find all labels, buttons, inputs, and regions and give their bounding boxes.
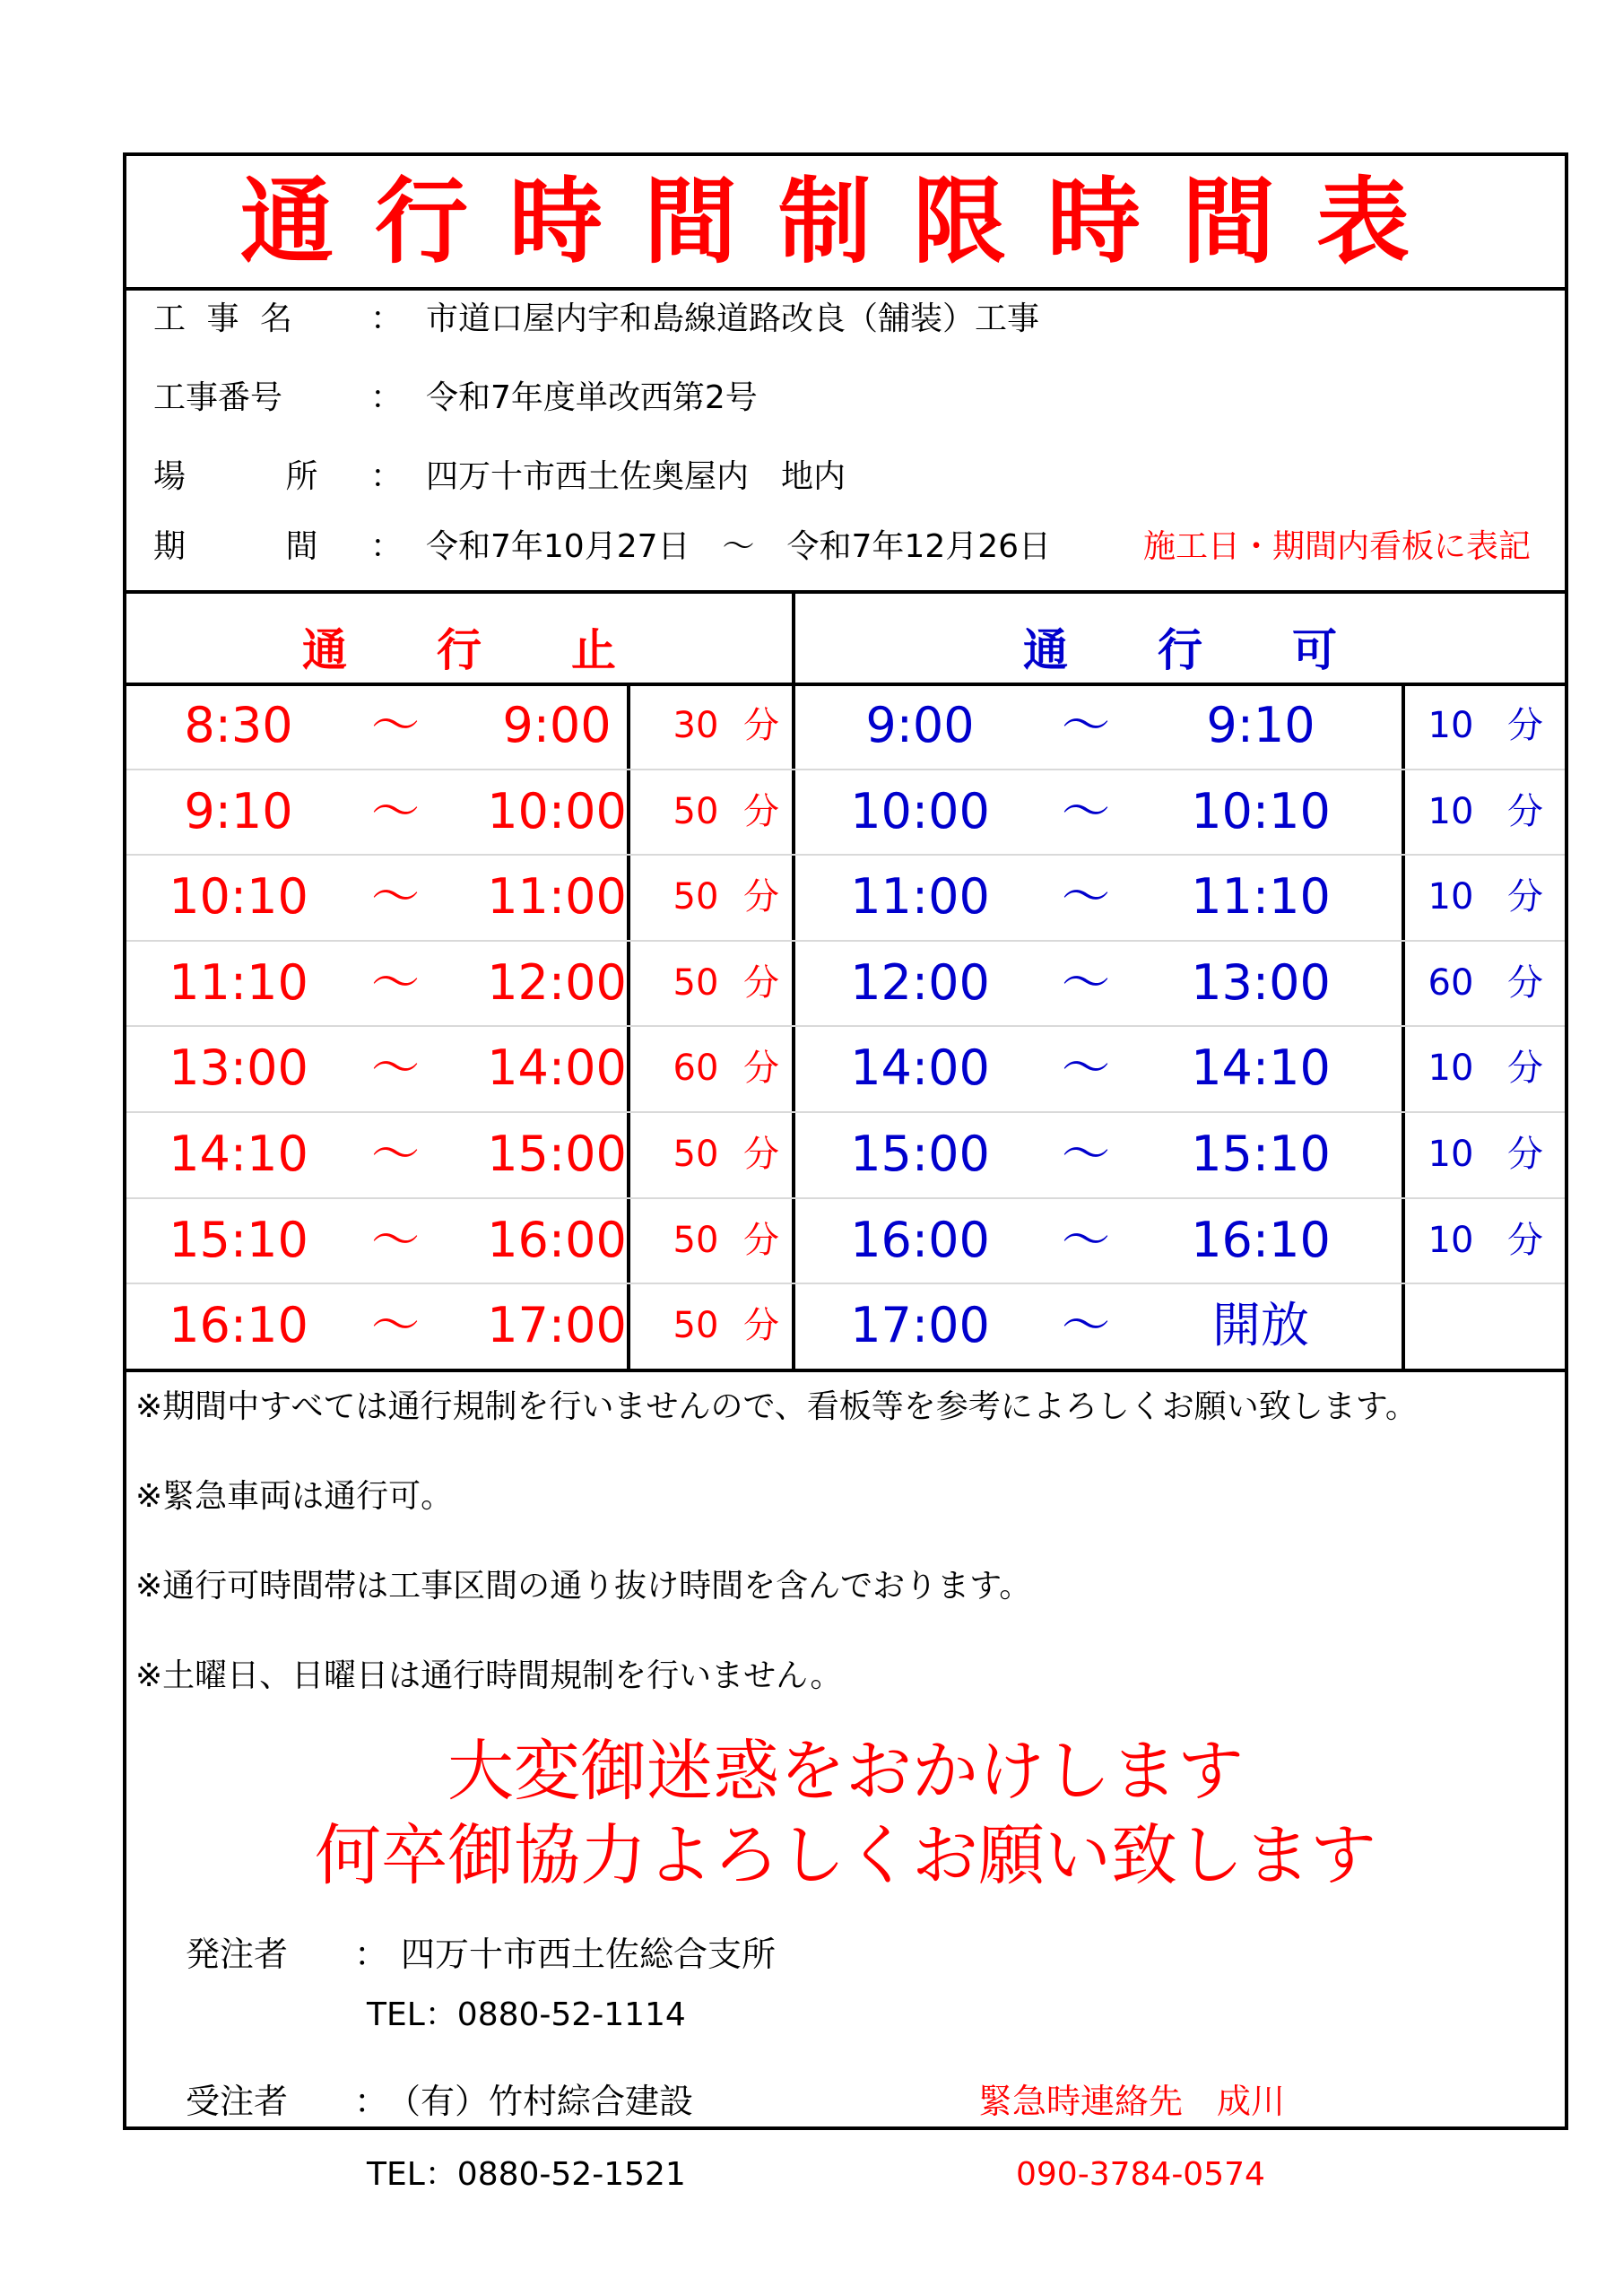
divider xyxy=(126,1369,1565,1372)
open-minutes: 10 xyxy=(1428,705,1474,746)
tilde: ～ xyxy=(371,1211,420,1268)
open-minutes: 60 xyxy=(1428,961,1474,1004)
note-line: ※緊急車両は通行可。 xyxy=(135,1478,454,1515)
closed-start-time: 15:10 xyxy=(169,1211,308,1268)
open-start-time: 16:00 xyxy=(850,1211,990,1268)
open-end-time: 13:00 xyxy=(1191,953,1331,1011)
minute-unit: 分 xyxy=(743,961,779,1004)
orderer-name: 四万十市西土佐総合支所 xyxy=(401,1935,777,1974)
open-start-time: 15:00 xyxy=(850,1126,990,1182)
closed-start-time: 16:10 xyxy=(169,1297,308,1354)
minute-unit: 分 xyxy=(743,1219,779,1261)
open-start-time: 9:00 xyxy=(865,697,975,753)
info-value-period: 令和7年10月27日 ～ 令和7年12月26日 xyxy=(426,528,1052,565)
contractor-label: 受注者 xyxy=(186,2082,289,2121)
info-period-note: 施工日・期間内看板に表記 xyxy=(1143,528,1532,565)
tilde: ～ xyxy=(371,1126,420,1182)
open-minutes: 10 xyxy=(1428,1048,1474,1090)
page-title: 通行時間制限時間表 xyxy=(239,167,1451,276)
minute-unit: 分 xyxy=(1507,705,1543,746)
minute-unit: 分 xyxy=(743,790,779,832)
contractor-name: （有）竹村綜合建設 xyxy=(386,2082,694,2121)
closed-minutes: 30 xyxy=(673,705,719,746)
orderer-tel: TEL：0880-52-1114 xyxy=(367,1996,686,2033)
apology-line: 何卒御協力よろしくお願い致します xyxy=(315,1817,1376,1894)
closed-end-time: 16:00 xyxy=(487,1211,627,1268)
minute-unit: 分 xyxy=(1507,876,1543,918)
open-end-time: 開放 xyxy=(1212,1297,1309,1354)
open-end-time: 16:10 xyxy=(1191,1211,1331,1268)
closed-start-time: 9:10 xyxy=(184,782,293,839)
tilde: ～ xyxy=(371,953,420,1011)
minute-unit: 分 xyxy=(743,1134,779,1175)
closed-end-time: 9:00 xyxy=(502,697,612,753)
open-start-time: 11:00 xyxy=(850,868,990,926)
closed-end-time: 12:00 xyxy=(487,953,627,1011)
closed-start-time: 10:10 xyxy=(169,868,308,926)
minute-unit: 分 xyxy=(1507,1048,1543,1090)
row-separator xyxy=(126,1283,1565,1284)
closed-start-time: 8:30 xyxy=(184,697,293,753)
closed-minutes: 50 xyxy=(673,1134,719,1175)
open-start-time: 14:00 xyxy=(850,1039,990,1097)
minute-unit: 分 xyxy=(743,876,779,918)
tilde: ～ xyxy=(371,782,420,839)
info-colon: ： xyxy=(370,300,404,337)
note-line: ※通行可時間帯は工事区間の通り抜け時間を含んでおります。 xyxy=(135,1568,1032,1605)
closed-minutes: 50 xyxy=(673,961,719,1004)
minute-unit: 分 xyxy=(1507,1134,1543,1175)
info-label-period: 期 間 xyxy=(153,528,363,565)
closed-minutes: 50 xyxy=(673,1305,719,1347)
open-start-time: 17:00 xyxy=(850,1297,990,1354)
row-separator xyxy=(126,1111,1565,1113)
emergency-contact-label: 緊急時連絡先 成川 xyxy=(978,2082,1286,2121)
tilde: ～ xyxy=(1062,953,1110,1011)
minute-unit: 分 xyxy=(743,1305,779,1347)
row-separator xyxy=(126,1025,1565,1027)
closed-end-time: 17:00 xyxy=(487,1297,627,1354)
open-end-time: 15:10 xyxy=(1191,1126,1331,1182)
minute-unit: 分 xyxy=(1507,790,1543,832)
open-minutes: 10 xyxy=(1428,876,1474,918)
tilde: ～ xyxy=(1062,868,1110,926)
tilde: ～ xyxy=(1062,1126,1110,1182)
open-end-time: 10:10 xyxy=(1191,782,1331,839)
info-label-number: 工事番号 xyxy=(153,379,283,416)
open-end-time: 11:10 xyxy=(1191,868,1331,926)
closed-end-time: 10:00 xyxy=(487,782,627,839)
closed-start-time: 14:10 xyxy=(169,1126,308,1182)
minute-unit: 分 xyxy=(743,705,779,746)
info-colon: ： xyxy=(370,458,404,495)
info-label-name: 工 事 名 xyxy=(153,300,298,337)
minute-unit: 分 xyxy=(1507,961,1543,1004)
open-minutes: 10 xyxy=(1428,1219,1474,1261)
contractor-tel: TEL：0880-52-1521 xyxy=(367,2156,686,2193)
open-start-time: 12:00 xyxy=(850,953,990,1011)
closed-minutes: 50 xyxy=(673,790,719,832)
apology-line: 大変御迷惑をおかけします xyxy=(447,1733,1244,1810)
tilde: ～ xyxy=(371,1039,420,1097)
open-end-time: 9:10 xyxy=(1206,697,1315,753)
divider xyxy=(126,590,1565,594)
tilde: ～ xyxy=(1062,697,1110,753)
row-separator xyxy=(126,1197,1565,1199)
closed-minutes: 50 xyxy=(673,1219,719,1261)
tilde: ～ xyxy=(371,1297,420,1354)
notice-sheet xyxy=(123,152,1568,2193)
closed-end-time: 15:00 xyxy=(487,1126,627,1182)
info-value-place: 四万十市西土佐奥屋内 地内 xyxy=(426,458,846,495)
minute-unit: 分 xyxy=(1507,1219,1543,1261)
orderer-label: 発注者 xyxy=(186,1935,289,1974)
open-header: 通 行 可 xyxy=(1023,624,1337,676)
row-separator xyxy=(126,854,1565,856)
tilde: ～ xyxy=(1062,1039,1110,1097)
closed-start-time: 11:10 xyxy=(169,953,308,1011)
orderer-colon: ： xyxy=(354,1935,389,1974)
closed-end-time: 14:00 xyxy=(487,1039,627,1097)
info-value-number: 令和7年度単改西第2号 xyxy=(426,379,758,416)
info-label-place: 場 所 xyxy=(153,458,363,495)
closed-minutes: 60 xyxy=(673,1048,719,1090)
open-start-time: 10:00 xyxy=(850,782,990,839)
divider xyxy=(126,287,1565,291)
info-colon: ： xyxy=(370,379,404,416)
tilde: ～ xyxy=(1062,1211,1110,1268)
open-minutes: 10 xyxy=(1428,790,1474,832)
info-value-name: 市道口屋内宇和島線道路改良（舗装）工事 xyxy=(426,300,1040,337)
row-separator xyxy=(126,940,1565,942)
column-divider xyxy=(792,590,795,1369)
closed-header: 通 行 止 xyxy=(302,624,616,676)
info-colon: ： xyxy=(370,528,404,565)
closed-end-time: 11:00 xyxy=(487,868,627,926)
tilde: ～ xyxy=(371,868,420,926)
open-minutes: 10 xyxy=(1428,1134,1474,1175)
closed-start-time: 13:00 xyxy=(169,1039,308,1097)
contractor-colon: ： xyxy=(354,2082,389,2121)
tilde: ～ xyxy=(1062,1297,1110,1354)
divider xyxy=(126,683,1565,686)
emergency-phone: 090-3784-0574 xyxy=(1016,2156,1265,2193)
open-end-time: 14:10 xyxy=(1191,1039,1331,1097)
row-separator xyxy=(126,769,1565,770)
tilde: ～ xyxy=(1062,782,1110,839)
note-line: ※期間中すべては通行規制を行いませんので、看板等を参考によろしくお願い致します。 xyxy=(135,1388,1418,1425)
closed-minutes: 50 xyxy=(673,876,719,918)
minute-unit: 分 xyxy=(743,1048,779,1090)
note-line: ※土曜日、日曜日は通行時間規制を行いません。 xyxy=(135,1657,843,1694)
tilde: ～ xyxy=(371,697,420,753)
